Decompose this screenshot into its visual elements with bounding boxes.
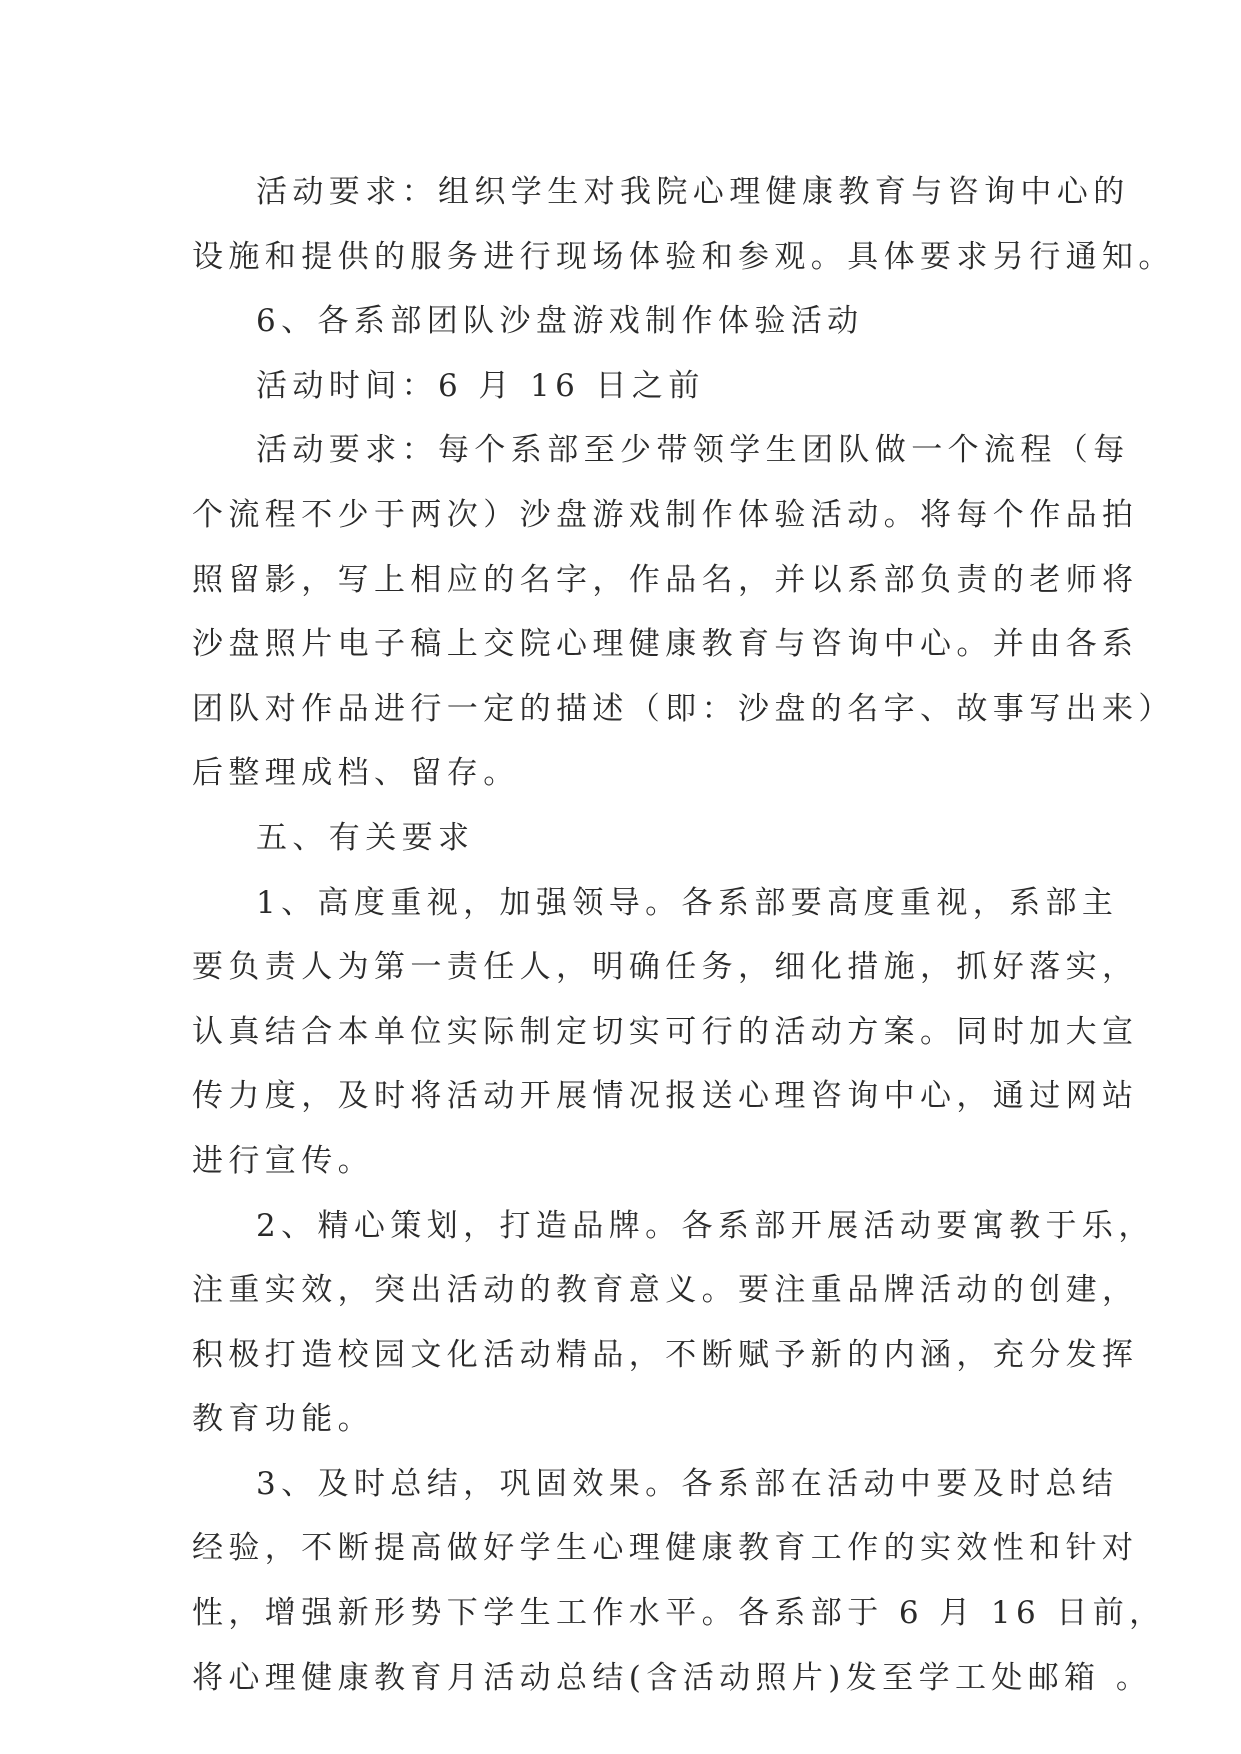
section-heading: 6、各系部团队沙盘游戏制作体验活动 xyxy=(256,303,864,340)
text-line: 积极打造校园文化活动精品，不断赋予新的内涵，充分发挥 xyxy=(192,1336,1139,1373)
text-line: 沙盘照片电子稿上交院心理健康教育与咨询中心。并由各系 xyxy=(192,626,1139,663)
text-line: 教育功能。 xyxy=(192,1401,374,1438)
text-line: 要负责人为第一责任人，明确任务，细化措施，抓好落实， xyxy=(192,949,1139,986)
text-line: 传力度，及时将活动开展情况报送心理咨询中心，通过网站 xyxy=(192,1078,1139,1115)
text-line: 性，增强新形势下学生工作水平。各系部于 6 月 16 日前， xyxy=(192,1595,1166,1632)
text-line: 活动时间：6 月 16 日之前 xyxy=(256,367,705,404)
text-line: 团队对作品进行一定的描述（即：沙盘的名字、故事写出来） xyxy=(192,690,1175,727)
text-line: 进行宣传。 xyxy=(192,1142,374,1179)
text-line: 将心理健康教育月活动总结(含活动照片)发至学工处邮箱 。 xyxy=(192,1659,1153,1696)
text-line: 1、高度重视，加强领导。各系部要高度重视，系部主 xyxy=(256,884,1119,921)
text-line: 照留影，写上相应的名字，作品名，并以系部负责的老师将 xyxy=(192,561,1139,598)
text-line: 个流程不少于两次）沙盘游戏制作体验活动。将每个作品拍 xyxy=(192,496,1139,533)
text-line: 活动要求：每个系部至少带领学生团队做一个流程（每 xyxy=(256,432,1130,469)
text-line: 注重实效，突出活动的教育意义。要注重品牌活动的创建， xyxy=(192,1272,1139,1309)
document-body xyxy=(192,160,1175,1710)
text-line: 后整理成档、留存。 xyxy=(192,755,520,792)
text-line: 活动要求：组织学生对我院心理健康教育与咨询中心的 xyxy=(256,174,1130,210)
text-line: 经验，不断提高做好学生心理健康教育工作的实效性和针对 xyxy=(192,1530,1139,1567)
text-line: 2、精心策划，打造品牌。各系部开展活动要寓教于乐， xyxy=(256,1207,1155,1244)
text-line: 3、及时总结，巩固效果。各系部在活动中要及时总结 xyxy=(256,1465,1119,1502)
section-heading: 五、有关要求 xyxy=(256,819,475,856)
text-line: 设施和提供的服务进行现场体验和参观。具体要求另行通知。 xyxy=(192,238,1175,275)
text-line: 认真结合本单位实际制定切实可行的活动方案。同时加大宣 xyxy=(192,1013,1139,1050)
